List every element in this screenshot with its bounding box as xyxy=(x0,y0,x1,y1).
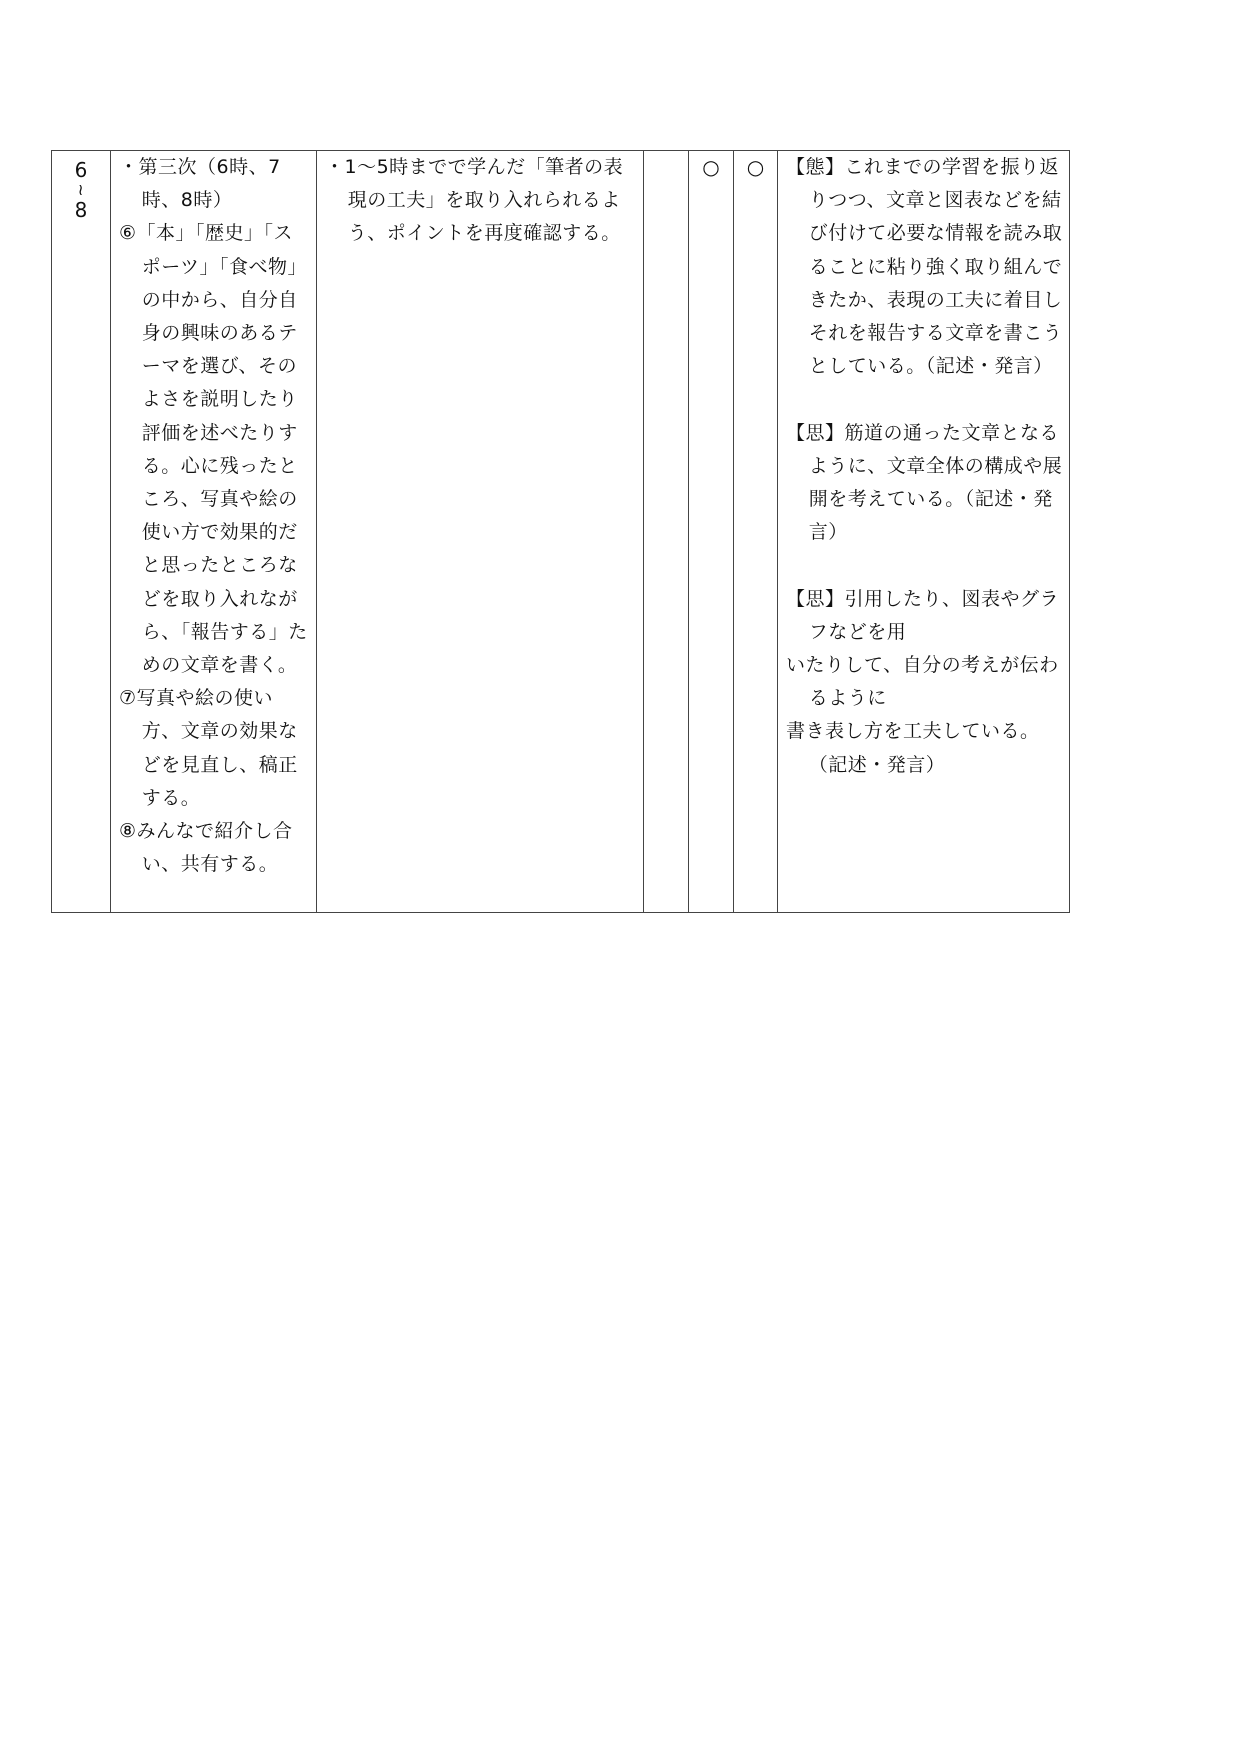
criteria-attitude: 【態】これまでの学習を振り返りつつ、文章と図表などを結び付けて必要な情報を読み取ることに粘り強く取り組んできたか、表現の工夫に着目しそれを報告する文章を書こうとしている。（記述・発言） xyxy=(786,156,1063,378)
criteria-thinking-structure: 【思】筋道の通った文章となるように、文章全体の構成や展開を考えている。（記述・発言） xyxy=(786,421,1063,544)
eval-mark-3: ○ xyxy=(746,155,765,179)
activity-step-8: ⑧みんなで紹介し合い、共有する。 xyxy=(119,820,293,876)
criteria-thinking-expression-line3: 書き表し方を工夫している。（記述・発言） xyxy=(786,720,1040,776)
eval-cell-2 xyxy=(689,151,734,913)
hour-cell xyxy=(52,151,111,913)
eval-mark-2: ○ xyxy=(702,155,720,179)
support-cell xyxy=(317,151,644,913)
support-note: ・1～5時までで学んだ「筆者の表現の工夫」を取り入れられるよう、ポイントを再度確認する。 xyxy=(325,156,624,245)
activity-cell xyxy=(111,151,317,913)
criteria-thinking-expression-line1: 【思】引用したり、図表やグラフなどを用 xyxy=(786,587,1060,643)
table-row xyxy=(52,151,1070,913)
eval-cell-3 xyxy=(734,151,778,913)
criteria-thinking-expression-line2: いたりして、自分の考えが伝わるように xyxy=(786,654,1059,710)
eval-cell-1 xyxy=(644,151,689,913)
hour-separator: ~ xyxy=(72,183,91,197)
lesson-plan-table xyxy=(51,150,1070,913)
hour-end: 8 xyxy=(74,198,88,222)
criteria-cell xyxy=(778,151,1070,913)
activity-step-6: ⑥「本」「歴史」「スポーツ」「食べ物」の中から、自分自身の興味のあるテーマを選び、そのよさを説明したり評価を述べたりする。心に残ったところ、写真や絵の使い方で効果的だと思ったところなどを取り入れながら、「報告する」ための文章を書く。 xyxy=(119,222,308,677)
activity-phase-heading: ・第三次（6時、7時、8時） xyxy=(119,156,281,212)
hour-start: 6 xyxy=(74,158,88,182)
activity-step-7: ⑦写真や絵の使い方、文章の効果などを見直し、稿正する。 xyxy=(119,687,298,809)
